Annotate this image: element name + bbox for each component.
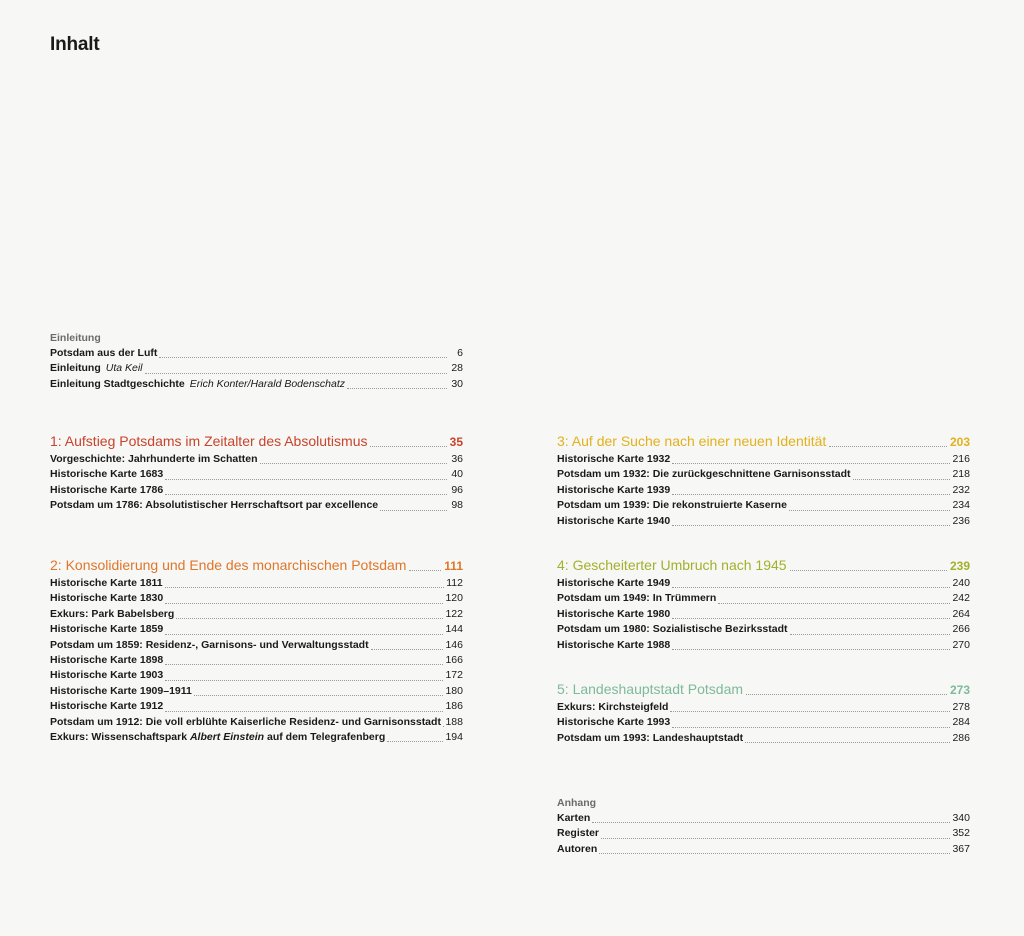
toc-entry[interactable]: [557, 467, 970, 482]
leader-dots: [387, 740, 443, 742]
toc-entry[interactable]: [557, 700, 970, 715]
toc-entry[interactable]: [557, 452, 970, 467]
toc-entry[interactable]: [557, 514, 970, 529]
leader-dots: [165, 586, 445, 588]
entry-title-after: auf dem Telegrafenberg: [264, 730, 386, 743]
entry-title: Historische Karte 1683: [50, 468, 164, 481]
toc-entry[interactable]: [50, 715, 463, 730]
toc-entry[interactable]: [557, 483, 970, 498]
entry-title: Einleitung Stadtgeschichte: [50, 377, 185, 390]
leader-dots: [194, 694, 444, 696]
leader-dots: [592, 821, 950, 823]
leader-dots: [601, 837, 950, 839]
leader-dots: [165, 478, 447, 480]
entry-title: Historische Karte 1898: [50, 653, 164, 666]
page-number: 188: [445, 715, 463, 728]
leader-dots: [718, 602, 950, 604]
leader-dots: [443, 725, 444, 727]
entry-title: Potsdam um 1912: Die voll erblühte Kaiserliche Residenz- und Garnisonsstadt: [50, 715, 441, 728]
leader-dots: [853, 478, 951, 480]
chapter-page: 35: [449, 435, 463, 449]
chapter-3: [557, 430, 970, 529]
entry-author: Uta Keil: [105, 362, 143, 375]
page-title: Inhalt: [50, 34, 100, 55]
toc-entry[interactable]: [50, 699, 463, 714]
page-number: 112: [446, 577, 463, 589]
page-number: 284: [952, 716, 970, 729]
page-number: 286: [952, 731, 970, 744]
chapter-page: 111: [444, 559, 463, 573]
entry-author: Erich Konter/Harald Bodenschatz: [189, 377, 346, 390]
toc-entry[interactable]: [557, 811, 970, 826]
page-number: 236: [952, 514, 970, 527]
entry-title: Historische Karte 1949: [557, 577, 671, 589]
entry-title: Historische Karte 1830: [50, 592, 164, 605]
entry-title: Historische Karte 1988: [557, 638, 671, 651]
page-number: 340: [952, 812, 970, 824]
entry-title: Exkurs: Kirchsteigfeld: [557, 701, 669, 713]
entry-title: Potsdam um 1980: Sozialistische Bezirksstadt: [557, 623, 788, 636]
appendix-section: [557, 796, 970, 857]
leader-dots: [165, 602, 443, 604]
page-number: 166: [445, 653, 463, 666]
page-number: 30: [451, 377, 463, 390]
toc-entry[interactable]: [557, 638, 970, 653]
entry-title: Potsdam aus der Luft: [50, 347, 158, 359]
chapter-heading[interactable]: [557, 430, 970, 452]
page-number: 232: [952, 483, 970, 496]
entry-title-before: Exkurs: Wissenschaftspark: [50, 730, 190, 743]
leader-dots: [672, 726, 950, 728]
entry-title: Historische Karte 1980: [557, 607, 671, 620]
toc-entry[interactable]: [50, 622, 463, 637]
page-number: 218: [952, 468, 970, 481]
leader-dots: [260, 462, 447, 464]
page-number: 352: [952, 827, 970, 840]
appendix-label: Anhang: [557, 797, 597, 809]
entry-title: Historische Karte 1993: [557, 716, 671, 729]
chapter-heading[interactable]: [557, 554, 970, 576]
entry-title: Historische Karte 1939: [557, 483, 671, 496]
leader-dots: [409, 569, 441, 571]
page-number: 264: [952, 607, 970, 620]
entry-title-italic: Albert Einstein: [189, 730, 265, 743]
toc-entry[interactable]: [50, 467, 463, 482]
leader-dots: [371, 648, 444, 650]
chapter-heading[interactable]: [50, 554, 463, 576]
entry-title: Historische Karte 1909–1911: [50, 684, 192, 697]
entry-title: Historische Karte 1786: [50, 483, 164, 496]
toc-entry[interactable]: [557, 607, 970, 622]
toc-entry[interactable]: [50, 498, 463, 513]
leader-dots: [670, 710, 950, 712]
page-number: 6: [457, 347, 463, 359]
leader-dots: [165, 663, 443, 665]
leader-dots: [176, 617, 443, 619]
chapter-title: 4: Gescheiterter Umbruch nach 1945: [557, 557, 787, 573]
entry-title: Historische Karte 1903: [50, 669, 164, 682]
leader-dots: [672, 493, 950, 495]
chapter-page: 273: [949, 683, 970, 697]
leader-dots: [790, 633, 951, 635]
leader-dots: [370, 445, 446, 447]
toc-entry[interactable]: [50, 607, 463, 622]
leader-dots: [672, 586, 950, 588]
leader-dots: [599, 852, 950, 854]
page-number: 96: [451, 483, 463, 496]
entry-title: Karten: [557, 812, 591, 824]
toc-entry[interactable]: [557, 591, 970, 606]
chapter-title: 1: Aufstieg Potsdams im Zeitalter des Absolutismus: [50, 433, 368, 449]
chapter-page: 239: [949, 559, 970, 573]
toc-entry[interactable]: [50, 638, 463, 653]
chapter-heading[interactable]: [557, 678, 970, 700]
page-number: 270: [952, 638, 970, 651]
toc-entry[interactable]: [50, 684, 463, 699]
chapter-title: 2: Konsolidierung und Ende des monarchischen Potsdam: [50, 557, 407, 573]
leader-dots: [672, 462, 950, 464]
toc-entry[interactable]: [50, 361, 463, 376]
leader-dots: [145, 372, 447, 374]
page-number: 234: [952, 499, 970, 512]
toc-entry[interactable]: [50, 653, 463, 668]
chapter-2: [50, 554, 463, 745]
entry-title: Potsdam um 1939: Die rekonstruierte Kaserne: [557, 499, 787, 512]
toc-entry[interactable]: [50, 483, 463, 498]
entry-title: Historische Karte 1912: [50, 700, 164, 713]
toc-entry[interactable]: [557, 498, 970, 513]
entry-title: Autoren: [557, 842, 598, 855]
chapter-title: 5: Landeshauptstadt Potsdam: [557, 681, 744, 697]
page-number: 98: [451, 499, 463, 512]
page-number: 240: [952, 577, 970, 589]
toc-entry[interactable]: [557, 576, 970, 591]
entry-title: Potsdam um 1786: Absolutistischer Herrschaftsort par excellence: [50, 499, 379, 512]
entry-title: Register: [557, 827, 600, 840]
entry-title: Potsdam um 1949: In Trümmern: [557, 592, 717, 605]
entry-title: Einleitung: [50, 362, 101, 375]
leader-dots: [829, 445, 947, 447]
page-number: 28: [451, 362, 463, 375]
leader-dots: [672, 648, 950, 650]
page-number: 122: [445, 607, 463, 620]
chapter-title: 3: Auf der Suche nach einer neuen Identität: [557, 433, 827, 449]
entry-title: Potsdam um 1859: Residenz-, Garnisons- und Verwaltungsstadt: [50, 638, 369, 651]
page-number: 172: [445, 669, 463, 682]
chapter-page: 203: [949, 435, 970, 449]
chapter-4: [557, 554, 970, 653]
page-number: 242: [952, 592, 970, 605]
toc-entry[interactable]: [557, 715, 970, 730]
entry-title: Potsdam um 1932: Die zurückgeschnittene Garnisonsstadt: [557, 468, 851, 481]
toc-entry[interactable]: [50, 668, 463, 683]
leader-dots: [380, 509, 447, 511]
page-number: 180: [445, 684, 463, 697]
chapter-5: [557, 678, 970, 746]
entry-title: Historische Karte 1811: [50, 577, 163, 589]
leader-dots: [790, 569, 947, 571]
leader-dots: [746, 693, 947, 695]
page-number: 367: [952, 842, 970, 855]
leader-dots: [159, 356, 447, 358]
toc-entry[interactable]: [50, 576, 463, 591]
chapter-1: [50, 430, 463, 514]
toc-entry[interactable]: [50, 346, 463, 361]
entry-title: Exkurs: Park Babelsberg: [50, 607, 175, 620]
leader-dots: [347, 387, 447, 389]
leader-dots: [165, 633, 443, 635]
toc-entry[interactable]: [557, 842, 970, 857]
toc-entry[interactable]: [50, 730, 463, 745]
page-number: 266: [952, 623, 970, 636]
entry-title: Historische Karte 1940: [557, 514, 671, 527]
page-number: 186: [445, 700, 463, 713]
intro-label: Einleitung: [50, 332, 101, 344]
toc-entry[interactable]: [557, 826, 970, 841]
leader-dots: [789, 509, 951, 511]
entry-title: Historische Karte 1932: [557, 453, 671, 465]
page-number: 120: [445, 592, 463, 605]
toc-entry[interactable]: [50, 377, 463, 392]
page-number: 36: [451, 453, 463, 465]
toc-entry[interactable]: [50, 591, 463, 606]
leader-dots: [165, 710, 443, 712]
toc-entry[interactable]: [50, 452, 463, 467]
entry-title: Historische Karte 1859: [50, 623, 164, 636]
toc-entry[interactable]: [557, 622, 970, 637]
leader-dots: [745, 741, 950, 743]
leader-dots: [165, 679, 443, 681]
intro-section: [50, 331, 463, 392]
entry-title: Vorgeschichte: Jahrhunderte im Schatten: [50, 453, 258, 465]
page-number: 146: [445, 638, 463, 651]
leader-dots: [672, 524, 950, 526]
toc-entry[interactable]: [557, 731, 970, 746]
page-number: 40: [451, 468, 463, 481]
page-number: 144: [445, 623, 463, 636]
leader-dots: [165, 493, 447, 495]
page-number: 216: [952, 453, 970, 465]
page-number: 194: [445, 730, 463, 743]
page-number: 278: [952, 701, 970, 713]
leader-dots: [672, 617, 950, 619]
chapter-heading[interactable]: [50, 430, 463, 452]
entry-title: Potsdam um 1993: Landeshauptstadt: [557, 731, 744, 744]
